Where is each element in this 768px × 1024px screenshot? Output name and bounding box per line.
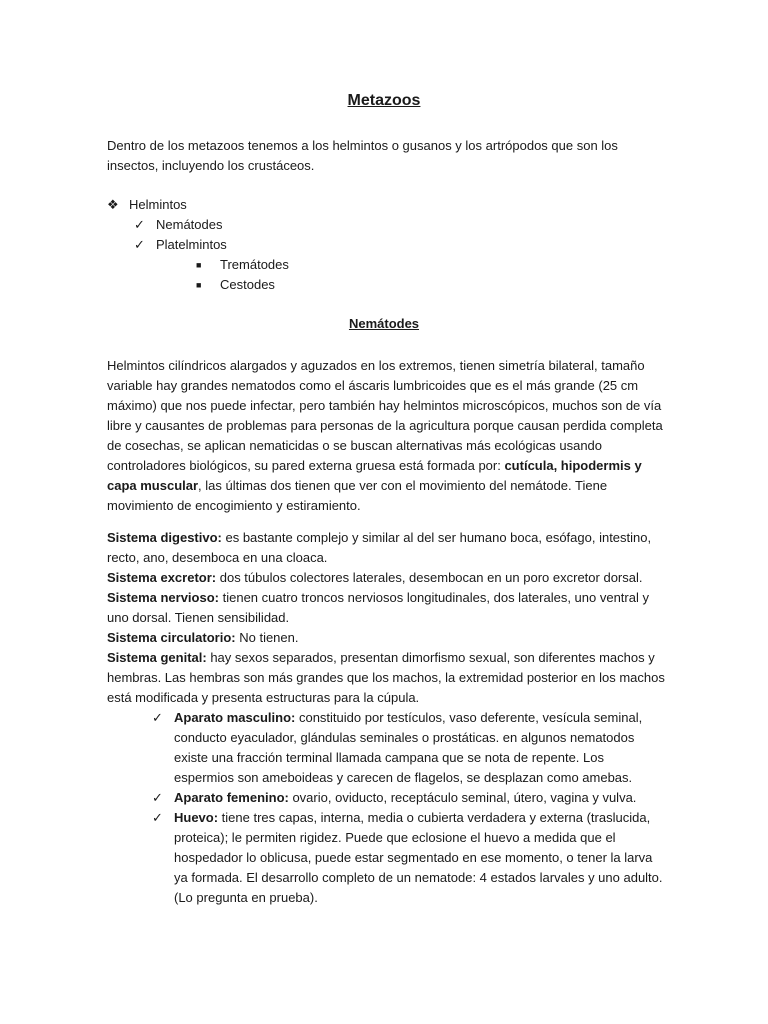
item-label: Aparato masculino: (174, 710, 296, 725)
system-label: Sistema circulatorio: (107, 630, 236, 645)
list-item (107, 708, 667, 788)
check-bullet-icon: ✓ (134, 217, 145, 232)
list-item-label: Platelmintos (156, 237, 227, 252)
system-label: Sistema genital: (107, 650, 207, 665)
system-text: es bastante complejo y similar al del ser humano boca, esófago, intestino, recto, ano, desemboca en una cloaca. (107, 530, 652, 565)
system-label: Sistema nervioso: (107, 590, 219, 605)
list-item-label: Cestodes (220, 277, 275, 292)
section-heading: Nemátodes (348, 316, 420, 331)
system-text: No tienen. (235, 630, 299, 645)
item-text: constituido por testículos, vaso deferente, vesícula seminal, conducto eyaculador, glándulas seminales o prostáticas. en algunos nematodos existe una fracción terminal llamada campana que se nota de repente. Los espermios son ameboideas y carecen de flagelos, se desplazan como amebas. (174, 710, 643, 785)
square-bullet-icon: ■ (196, 260, 202, 270)
list-item-text (174, 788, 667, 808)
list-item-text (174, 808, 667, 908)
genital-checklist (107, 708, 667, 908)
system-paragraph (107, 588, 667, 628)
check-bullet-icon: ✓ (152, 790, 163, 805)
system-text: dos túbulos colectores laterales, desembocan en un poro excretor dorsal. (216, 570, 643, 585)
square-bullet-icon: ■ (196, 280, 202, 290)
list-item-label: Tremátodes (220, 257, 289, 272)
system-label: Sistema excretor: (107, 570, 217, 585)
system-paragraph (107, 628, 667, 648)
check-bullet-icon: ✓ (152, 810, 163, 825)
list-item (107, 235, 667, 255)
system-text: tienen cuatro troncos nerviosos longitudinales, dos laterales, uno ventral y uno dorsal. Tienen sensibilidad. (107, 590, 649, 625)
taxonomy-outline (107, 195, 667, 295)
item-text: tiene tres capas, interna, media o cubierta verdadera y externa (traslucida, proteica); le permiten rigidez. Puede que eclosione el huevo a medida que el hospedador lo oblicusa, puede estar segmentado en ese momento, o tener la larva ya formada. El desarrollo completo de un nematode: 4 estados larvales y uno adulto. (Lo pregunta en prueba). (174, 810, 663, 905)
description-bold-text: cutícula, hipodermis y capa muscular (107, 458, 642, 493)
list-item (107, 275, 667, 295)
system-label: Sistema digestivo: (107, 530, 222, 545)
list-item-label: Nemátodes (156, 217, 223, 232)
list-item (107, 215, 667, 235)
description-paragraph (107, 356, 667, 516)
system-paragraph (107, 568, 667, 588)
check-bullet-icon: ✓ (134, 237, 145, 252)
system-paragraph (107, 528, 667, 568)
description-text: , las últimas dos tienen que ver con el movimiento del nemátode. Tiene movimiento de encogimiento y estiramiento. (107, 478, 608, 513)
item-label: Huevo: (174, 810, 219, 825)
list-item (107, 195, 667, 215)
diamond-bullet-icon: ❖ (107, 197, 119, 212)
list-item-text (174, 708, 667, 788)
list-item (107, 808, 667, 908)
list-item-label: Helmintos (129, 197, 187, 212)
list-item (107, 788, 667, 808)
description-text: Helmintos cilíndricos alargados y aguzados en los extremos, tienen simetría bilateral, tamaño variable hay grandes nematodos como el áscaris lumbricoides que es el más grande (25 cm máximo) que nos puede infectar, pero también hay helmintos microscópicos, muchos son de vía libre y causantes de problemas para personas de la agricultura porque causan perdida completa de cosechas, se aplican nematicidas o se buscan alternativas más ecológicas usando controladores biológicos, su pared externa gruesa está formada por: (107, 358, 663, 473)
item-label: Aparato femenino: (174, 790, 289, 805)
system-text: hay sexos separados, presentan dimorfismo sexual, son diferentes machos y hembras. Las hembras son más grandes que los machos, la extremidad posterior en los machos está modificada y presenta estructuras para la cúpula. (107, 650, 665, 705)
intro-paragraph: Dentro de los metazoos tenemos a los helmintos o gusanos y los artrópodos que son los insectos, incluyendo los crustáceos. (107, 138, 618, 173)
system-paragraph (107, 648, 667, 708)
page-title: Metazoos (347, 92, 421, 109)
list-item (107, 255, 667, 275)
check-bullet-icon: ✓ (152, 710, 163, 725)
item-text: ovario, oviducto, receptáculo seminal, útero, vagina y vulva. (288, 790, 637, 805)
systems-section (107, 528, 667, 708)
